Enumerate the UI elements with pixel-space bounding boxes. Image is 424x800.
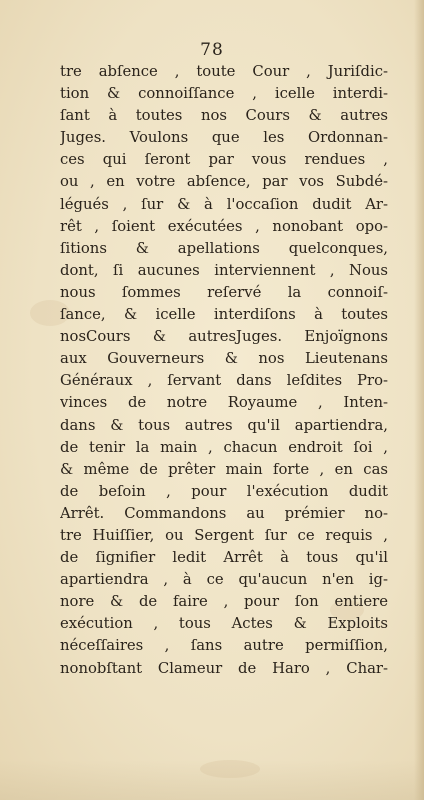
text-line: Juges. Voulons que les Ordonnan- [60, 129, 388, 147]
text-line: ou , en votre abſence, par vos Subdé- [60, 173, 388, 191]
text-line: & même de prêter main forte , en cas [60, 460, 388, 478]
text-line: tre Huiſſier, ou Sergent ſur ce requis , [60, 526, 388, 544]
text-line: aux Gouverneurs & nos Lieutenans [60, 350, 388, 368]
text-line: néceſſaires , ſans autre permiſſion, [60, 637, 388, 655]
text-line: ſance, & icelle interdiſons à toutes [60, 306, 388, 324]
text-line: nonobſtant Clameur de Haro , Char- [60, 659, 388, 677]
body-text [60, 61, 388, 680]
text-line: tion & connoiſſance , icelle interdi- [60, 85, 388, 103]
text-line: exécution , tous Actes & Exploits [60, 615, 388, 633]
text-line: dont, ſi aucunes interviennent , Nous [60, 261, 388, 279]
text-line: de ſignifier ledit Arrêt à tous qu'il [60, 549, 388, 567]
text-line: de tenir la main , chacun endroit ſoi , [60, 438, 388, 456]
text-line: rêt , ſoient exécutées , nonobant opo- [60, 217, 388, 235]
page-bottom-shade [0, 760, 424, 800]
text-line: Arrêt. Commandons au prémier no- [60, 504, 388, 522]
text-line: apartiendra , à ce qu'aucun n'en ig- [60, 571, 388, 589]
text-line: nore & de faire , pour ſon entiere [60, 593, 388, 611]
page-edge-shadow [414, 0, 424, 800]
text-line: légués , ſur & à l'occaſion dudit Ar- [60, 195, 388, 213]
text-line: ſant à toutes nos Cours & autres [60, 107, 388, 125]
text-line: ſitions & apellations quelconques, [60, 239, 388, 257]
text-line: Généraux , ſervant dans leſdites Pro- [60, 372, 388, 390]
text-line: nous ſommes reſervé la connoiſ- [60, 283, 388, 301]
text-line: dans & tous autres qu'il apartiendra, [60, 416, 388, 434]
text-line: de beſoin , pour l'exécution dudit [60, 482, 388, 500]
text-line: tre abſence , toute Cour , Juriſdic- [60, 63, 388, 80]
text-line: ces qui ſeront par vous rendues , [60, 151, 388, 169]
text-line: vinces de notre Royaume , Inten- [60, 394, 388, 412]
page-number: 78 [200, 40, 224, 60]
text-line: nosCours & autresJuges. Enjoïgnons [60, 328, 388, 346]
